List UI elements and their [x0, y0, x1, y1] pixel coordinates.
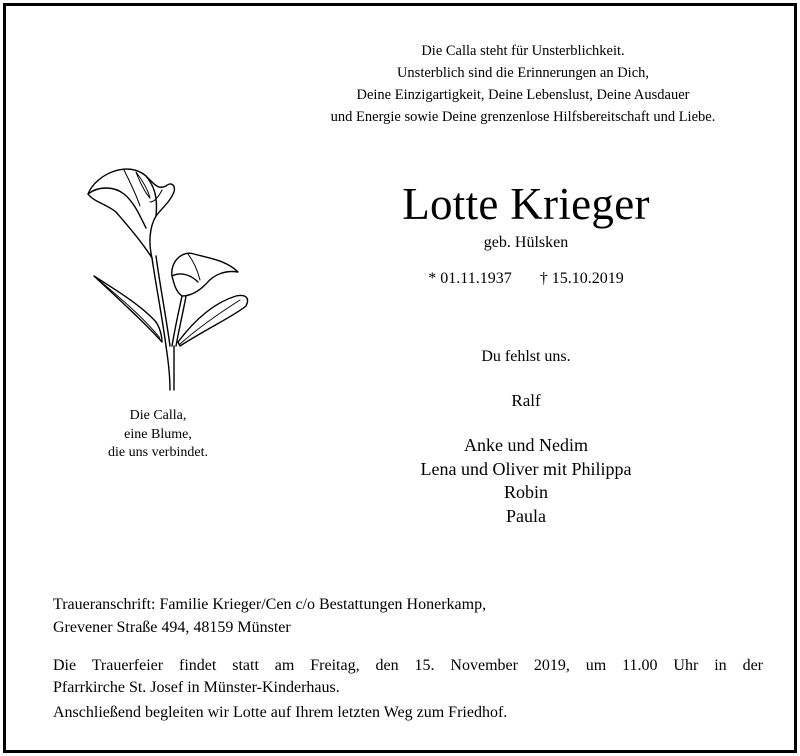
- address-line: Traueranschrift: Familie Krieger/Cen c/o Bestattungen Honerkamp,: [53, 596, 487, 613]
- calla-bloom-upper: [88, 169, 174, 258]
- poem-line: Die Calla steht für Unsterblichkeit.: [421, 43, 625, 59]
- poem-line: Deine Einzigartigkeit, Deine Lebenslust, Deine Ausdauer: [356, 87, 690, 103]
- missing-text: Du fehlst uns.: [481, 348, 571, 365]
- mourners-list: [306, 434, 746, 528]
- poem: [268, 40, 778, 128]
- mourner-line: Paula: [506, 505, 546, 526]
- poem-line: und Energie sowie Deine grenzenlose Hilfsbereitschaft und Liebe.: [330, 109, 716, 125]
- mourner-first: Ralf: [511, 391, 541, 410]
- birth-date: * 01.11.1937: [428, 270, 512, 287]
- deceased-name: Lotte Krieger: [402, 179, 650, 229]
- caption-line: die uns verbindet.: [108, 445, 208, 460]
- mourner-line: Robin: [503, 482, 548, 502]
- closing-note: Anschließend begleiten wir Lotte auf Ihrem letzten Weg zum Friedhof.: [53, 704, 508, 721]
- address-line: Grevener Straße 494, 48159 Münster: [53, 619, 291, 636]
- mourner-line: Lena und Oliver mit Philippa: [420, 458, 632, 479]
- service-line: Die Trauerfeier findet statt am Freitag, den 15. November 2019, um 11.00 Uhr in der: [53, 657, 763, 674]
- flower-caption: [58, 407, 258, 463]
- service-line: Pfarrkirche St. Josef in Münster-Kinderhaus.: [53, 679, 340, 696]
- mourning-address: [53, 593, 773, 639]
- calla-leaf-right: [178, 295, 248, 346]
- mourner-line: Anke und Nedim: [464, 435, 588, 455]
- caption-line: Die Calla,: [129, 408, 187, 423]
- death-date: † 15.10.2019: [539, 270, 624, 287]
- poem-line: Unsterblich sind die Erinnerungen an Dich,: [396, 65, 650, 81]
- born-name: geb. Hülsken: [483, 234, 569, 251]
- caption-line: eine Blume,: [124, 426, 192, 442]
- calla-leaf-left: [94, 276, 162, 342]
- obituary-frame: [3, 3, 797, 753]
- funeral-service-info: [53, 655, 763, 699]
- calla-lily-icon: [58, 146, 258, 396]
- life-dates: [306, 268, 746, 290]
